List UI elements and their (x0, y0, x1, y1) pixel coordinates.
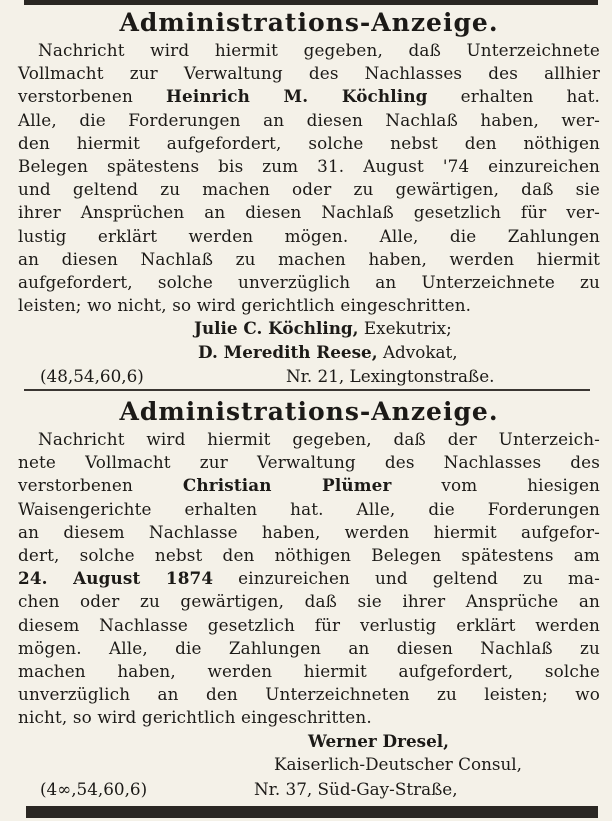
administration-notice-pluemer (18, 397, 600, 801)
signer-name: D. Meredith Reese, (198, 341, 378, 362)
text-line: mögen. Alle, die Zahlungen an diesen Nachlaß zu (18, 637, 600, 658)
deceased-name: Heinrich M. Köchling (166, 86, 428, 107)
administration-notice-koechling (18, 8, 600, 388)
signer-role: Exekutrix; (363, 318, 452, 339)
deceased-name: Christian Plümer (182, 475, 392, 496)
notice-title: Administrations-Anzeige. (119, 397, 499, 426)
text-line: unverzüglich an den Unterzeichneten zu leisten; wo (18, 684, 600, 705)
text-line: Waisengerichte erhalten hat. Alle, die Forderungen (18, 498, 600, 519)
text-line: an diesem Nachlasse haben, werden hiermit aufgefor- (18, 521, 600, 542)
text-line: diesem Nachlasse gesetzlich für verlustig erklärt werden (18, 614, 600, 635)
reference-row (18, 364, 600, 388)
text-fragment: einzureichen und geltend zu ma- (238, 568, 601, 589)
text-line (18, 474, 600, 497)
signature-line (18, 753, 600, 777)
reference-row (18, 777, 600, 801)
text-line: Nachricht wird hiermit gegeben, daß Unterzeichnete (38, 40, 600, 60)
text-line (18, 567, 600, 590)
text-line: aufgefordert, solche unverzüglich an Unterzeichnete zu (18, 272, 600, 293)
text-line: leisten; wo nicht, so wird gerichtlich eingeschritten. (18, 295, 472, 316)
reference-number: (4∞,54,60,6) (40, 778, 148, 799)
text-fragment: verstorbenen (18, 475, 133, 496)
text-line: Vollmacht zur Verwaltung des Nachlasses des allhier (18, 63, 600, 84)
text-line: an diesen Nachlaß zu machen haben, werden hiermit (18, 248, 600, 269)
text-line: machen haben, werden hiermit aufgefordert, solche (18, 661, 600, 682)
text-line: nicht, so wird gerichtlich eingeschritten. (18, 707, 372, 728)
signer-name: Werner Dresel, (308, 730, 449, 751)
text-line: Alle, die Forderungen an diesen Nachlaß haben, wer- (18, 109, 600, 130)
address: Nr. 21, Lexingtonstraße. (286, 366, 495, 387)
deadline-date: 24. August 1874 (18, 568, 214, 589)
signer-role: Advokat, (382, 341, 458, 362)
text-line: und geltend zu machen oder zu gewärtigen, daß sie (18, 179, 600, 200)
text-line: chen oder zu gewärtigen, daß sie ihrer Ansprüche an (18, 591, 600, 612)
text-line (18, 85, 600, 108)
signer-title: Kaiserlich-Deutscher Consul, (274, 754, 522, 775)
text-fragment: erhalten hat. (460, 86, 601, 107)
reference-number: (48,54,60,6) (40, 366, 144, 387)
notice-body (18, 428, 600, 730)
text-line: lustig erklärt werden mögen. Alle, die Zahlungen (18, 225, 600, 246)
text-line: Nachricht wird hiermit gegeben, daß der Unterzeich- (38, 429, 600, 449)
text-line: Belegen spätestens bis zum 31. August '74 einzureichen (18, 156, 600, 177)
text-fragment: vom hiesigen (441, 475, 600, 496)
signer-name: Julie C. Köchling, (194, 318, 359, 339)
text-fragment: verstorbenen (18, 86, 133, 107)
bottom-rule (26, 806, 598, 818)
address: Nr. 37, Süd-Gay-Straße, (254, 778, 458, 799)
text-line: ihrer Ansprüchen an diesen Nachlaß gesetzlich für ver- (18, 202, 600, 223)
top-rule (24, 0, 598, 5)
signature-line (18, 341, 600, 365)
notice-title: Administrations-Anzeige. (119, 8, 499, 37)
notice-body (18, 39, 600, 317)
text-line: den hiermit aufgefordert, solche nebst den nöthigen (18, 132, 600, 153)
text-line: nete Vollmacht zur Verwaltung des Nachlasses des (18, 452, 600, 473)
signature-line (18, 730, 600, 754)
text-line: dert, solche nebst den nöthigen Belegen spätestens am (18, 545, 600, 566)
signature-line (18, 317, 600, 341)
notice-divider (24, 389, 590, 391)
